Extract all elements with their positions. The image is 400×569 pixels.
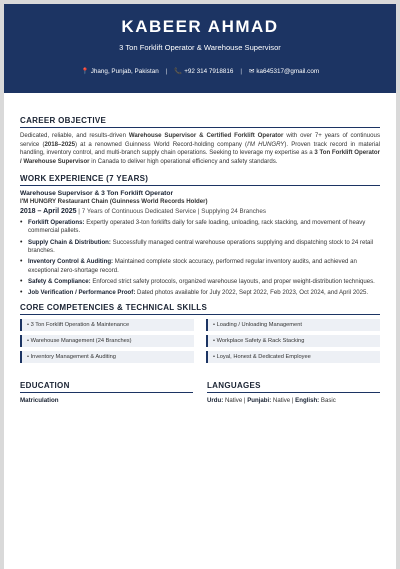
list-item: • Supply Chain & Distribution: Successfully managed central warehouse operations supplying and dispatching stock to 24 retail branches. <box>20 239 380 256</box>
experience-title: WORK EXPERIENCE (7 YEARS) <box>20 174 380 186</box>
job-title: Warehouse Supervisor & 3 Ton Forklift Operator <box>20 189 174 197</box>
skills-grid <box>20 319 380 363</box>
languages-list: Urdu: Native | Punjabi: Native | English: Basic <box>207 396 336 404</box>
skills-section <box>4 303 396 363</box>
candidate-name: KABEER AHMAD <box>121 17 279 36</box>
company-name: I'M HUNGRY Restaurant Chain (Guinness World Records Holder) <box>20 197 208 205</box>
contact-separator: | <box>240 67 243 75</box>
location-pin-icon: 📍 <box>80 68 89 75</box>
skill-item: • Warehouse Management (24 Branches) <box>20 335 194 347</box>
education-title: EDUCATION <box>20 381 193 393</box>
bottom-row <box>4 381 396 404</box>
contact-location: 📍 Jhang, Punjab, Pakistan <box>80 68 159 75</box>
skill-item: • Loyal, Honest & Dedicated Employee <box>206 351 380 363</box>
objective-section <box>4 116 396 167</box>
contact-bar <box>4 67 396 75</box>
education-section <box>20 381 193 404</box>
experience-bullets <box>20 219 380 298</box>
contact-phone: 📞 +92 314 7918816 <box>174 68 234 75</box>
resume-page <box>4 4 396 569</box>
list-item: • Job Verification / Performance Proof: Dated photos available for July 2022, Sept 2022, Feb 2023, Oct 2024, and April 2025. <box>20 289 380 298</box>
languages-title: LANGUAGES <box>207 381 380 393</box>
list-item: • Inventory Control & Auditing: Maintained complete stock accuracy, performed regular inventory audits, and achieved an exceptional zero-shortage record. <box>20 258 380 275</box>
objective-text: Dedicated, reliable, and results-driven Warehouse Supervisor & Certified Forklift Operator with over 7+ years of continuous service (2018–2025) at a renowned Guinness World Record-holding company (I'M HUNGRY). Proven track record in material handling, inventory control, and multi-branch supply chain operations. Seeking to leverage my expertise as a 3 Ton Forklift Operator / Warehouse Supervisor in Canada to deliver high operational efficiency and safety standards. <box>20 132 381 166</box>
candidate-subtitle: 3 Ton Forklift Operator & Warehouse Supervisor <box>119 43 281 52</box>
contact-separator: | <box>165 67 168 75</box>
list-item: • Safety & Compliance: Enforced strict safety protocols, organized warehouse layouts, and proper weight-distribution techniques. <box>20 278 380 287</box>
education-item: Matriculation <box>20 396 59 404</box>
skill-item: • 3 Ton Forklift Operation & Maintenance <box>20 319 194 331</box>
skill-item: • Loading / Unloading Management <box>206 319 380 331</box>
list-item: • Forklift Operations: Expertly operated 3-ton forklifts daily for safe loading, unloading, rack stacking, and movement of heavy commercial pallets. <box>20 219 380 236</box>
resume-header <box>4 4 396 93</box>
languages-section <box>207 381 380 404</box>
skill-item: • Workplace Safety & Rack Stacking <box>206 335 380 347</box>
phone-icon: 📞 <box>174 68 183 75</box>
skill-item: • Inventory Management & Auditing <box>20 351 194 363</box>
experience-section <box>4 174 396 298</box>
job-dates: 2018 – April 2025 | 7 Years of Continuous Dedicated Service | Supplying 24 Branches <box>20 207 267 215</box>
skills-title: CORE COMPETENCIES & TECHNICAL SKILLS <box>20 303 380 315</box>
contact-email: ✉ ka645317@gmail.com <box>249 67 320 75</box>
email-icon: ✉ <box>249 67 255 75</box>
objective-title: CAREER OBJECTIVE <box>20 116 380 128</box>
